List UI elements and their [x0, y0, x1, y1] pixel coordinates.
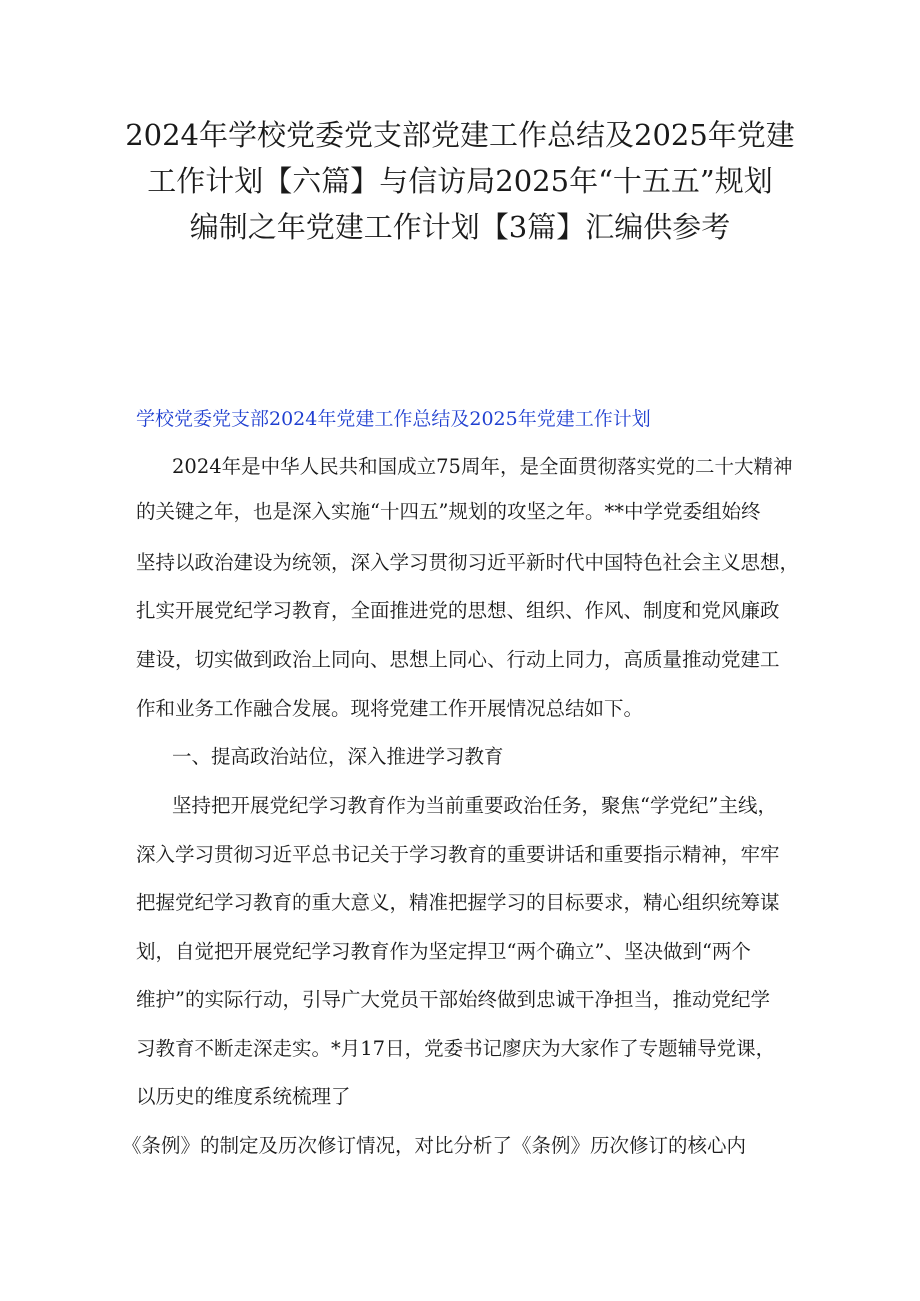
body-line-2: 的关键之年，也是深入实施“十四五”规划的攻坚之年。**中学党委组始终 [136, 500, 761, 523]
section-heading: 学校党委党支部2024年党建工作总结及2025年党建工作计划 [136, 408, 651, 430]
subheading-1: 一、提高政治站位，深入推进学习教育 [172, 745, 504, 768]
body-line-13: 以历史的维度系统梳理了 [136, 1085, 351, 1108]
title-line-2: 工作计划【六篇】与信访局2025年“十五五”规划 [147, 164, 773, 198]
body-line-5: 建设，切实做到政治上同向、思想上同心、行动上同力，高质量推动党建工 [136, 648, 780, 671]
body-line-1: 2024年是中华人民共和国成立75周年，是全面贯彻落实党的二十大精神 [172, 455, 793, 478]
body-line-11: 维护”的实际行动，引导广大党员干部始终做到忠诚干净担当，推动党纪学 [136, 988, 770, 1011]
body-line-9: 把握党纪学习教育的重大意义，精准把握学习的目标要求，精心组织统筹谋 [136, 891, 780, 914]
title-line-3: 编制之年党建工作计划【3篇】汇编供参考 [189, 210, 731, 244]
body-line-3: 坚持以政治建设为统领，深入学习贯彻习近平新时代中国特色社会主义思想， [136, 551, 800, 574]
title-line-1: 2024年学校党委党支部党建工作总结及2025年党建 [125, 118, 795, 152]
body-line-12: 习教育不断走深走实。*月17日，党委书记廖庆为大家作了专题辅导党课， [136, 1037, 776, 1060]
body-line-8: 深入学习贯彻习近平总书记关于学习教育的重要讲话和重要指示精神，牢牢 [136, 843, 780, 866]
body-line-4: 扎实开展党纪学习教育，全面推进党的思想、组织、作风、制度和党风廉政 [136, 599, 780, 622]
body-line-14: 《条例》的制定及历次修订情况，对比分析了《条例》历次修订的核心内 [122, 1134, 747, 1157]
body-line-6: 作和业务工作融合发展。现将党建工作开展情况总结如下。 [136, 697, 644, 720]
body-line-10: 划，自觉把开展党纪学习教育作为坚定捍卫“两个确立”、坚决做到“两个 [136, 940, 751, 963]
body-line-7: 坚持把开展党纪学习教育作为当前重要政治任务，聚焦“学党纪”主线， [172, 794, 777, 817]
